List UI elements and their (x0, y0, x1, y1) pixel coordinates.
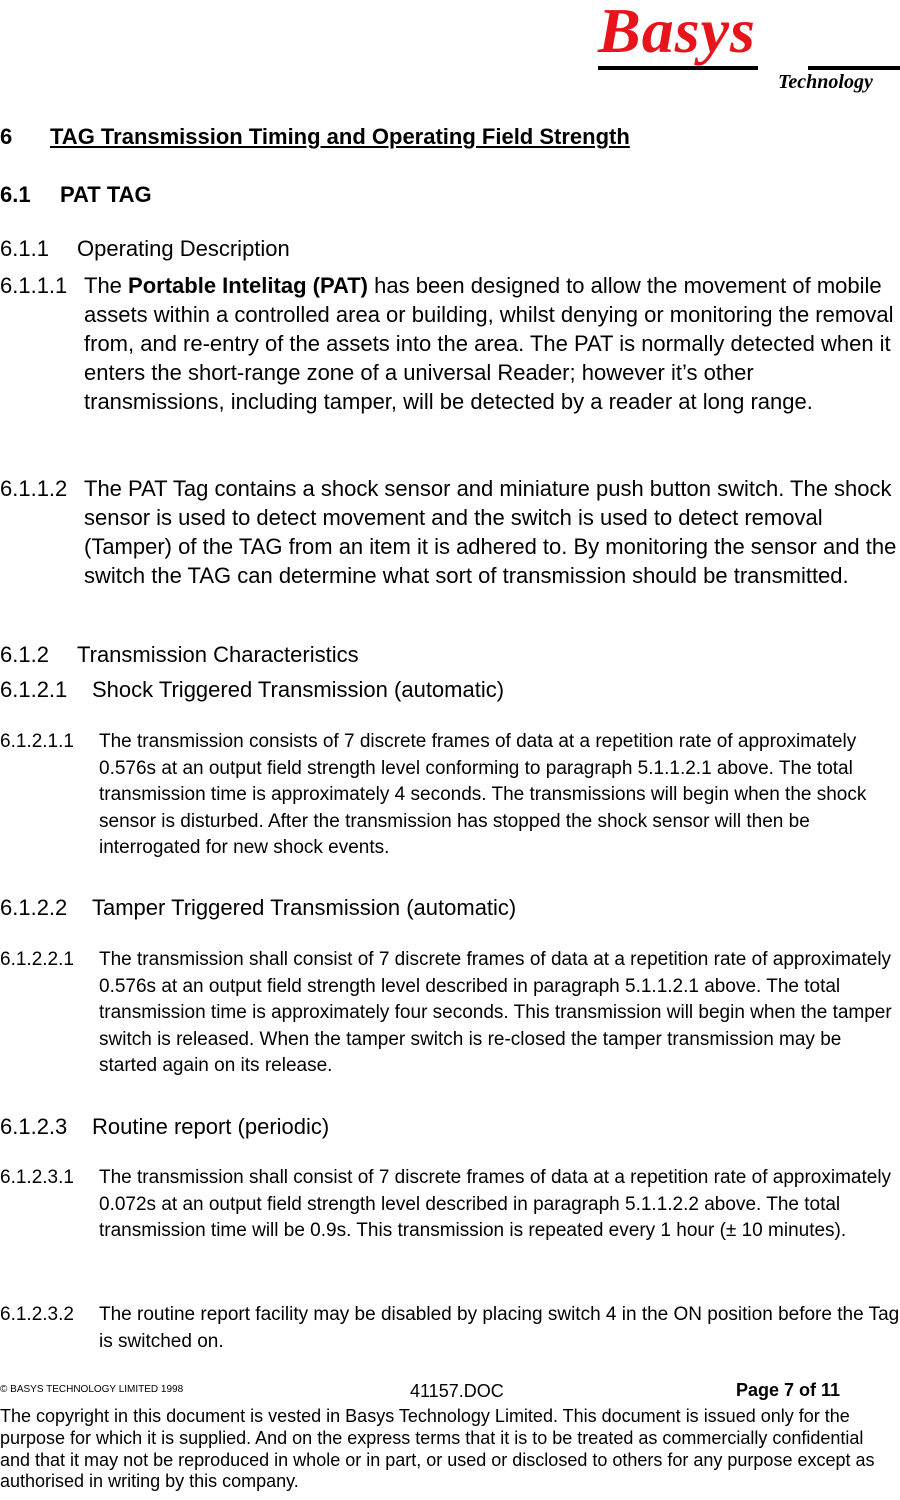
section-title: Transmission Characteristics (77, 642, 359, 667)
paragraph-6-1-2-2-1 (0, 947, 900, 1080)
paragraph-text: The transmission consists of 7 discrete frames of data at a repetition rate of approximately 0.576s at an output field strength level conforming to paragraph 5.1.1.2.1 above. The total transmission time is approximately 4 seconds. The transmissions will begin when the shock sensor is disturbed. After the transmission has stopped the shock sensor will then be interrogated for new shock events. (99, 731, 867, 858)
section-number: 6.1 (0, 182, 31, 207)
section-title: Tamper Triggered Transmission (automatic) (92, 895, 517, 920)
logo-brand-text: Basys (598, 0, 756, 66)
footer-document-name: 41157.DOC (410, 1381, 504, 1401)
footer-page-number: Page 7 of 11 (736, 1380, 841, 1400)
paragraph-number: 6.1.1.1 (0, 273, 68, 298)
section-number: 6.1.1 (0, 236, 49, 261)
section-title: PAT TAG (60, 182, 152, 207)
logo-underline-left (598, 66, 758, 70)
bold-term: Portable Intelitag (PAT) (128, 273, 369, 298)
paragraph-6-1-2-3-1 (0, 1165, 900, 1245)
section-6-1-1-heading (0, 236, 290, 262)
paragraph-text: The transmission shall consist of 7 discrete frames of data at a repetition rate of approximately 0.072s at an output field strength level described in paragraph 5.1.1.2.2 above. The total transmission time will be 0.9s. This transmission is repeated every 1 hour (± 10 minutes). (99, 1167, 892, 1241)
company-logo (596, 0, 900, 100)
paragraph-number: 6.1.2.3.1 (0, 1167, 74, 1188)
section-title: Operating Description (77, 236, 290, 261)
section-number: 6 (0, 124, 13, 149)
footer-copyright-mark: © BASYS TECHNOLOGY LIMITED 1998 (0, 1384, 184, 1395)
section-6-heading (0, 124, 630, 150)
section-title: Shock Triggered Transmission (automatic) (92, 677, 505, 702)
paragraph-text: The PAT Tag contains a shock sensor and miniature push button switch. The shock sensor is used to detect movement and the switch is used to detect removal (Tamper) of the TAG from an item it is adhered to. By monitoring the sensor and the switch the TAG can determine what sort of transmission should be transmitted. (84, 476, 897, 588)
paragraph-text (84, 271, 898, 416)
footer-copyright-notice: The copyright in this document is vested in Basys Technology Limited. This document is issued only for the purpose for which it is supplied. And on the express terms that it is to be treated as commercially confidential and that it may not be reproduced in whole or in part, or used or disclosed to others for any purpose except as authorised in writing by this company. (0, 1406, 875, 1492)
section-6-1-2-3-heading (0, 1114, 329, 1140)
section-number: 6.1.2.2 (0, 895, 68, 920)
paragraph-6-1-1-2 (0, 474, 898, 590)
paragraph-text: The routine report facility may be disabled by placing switch 4 in the ON position before the Tag is switched on. (99, 1304, 900, 1352)
paragraph-6-1-2-3-2 (0, 1302, 900, 1355)
section-6-1-2-heading (0, 642, 359, 668)
paragraph-text: The transmission shall consist of 7 discrete frames of data at a repetition rate of approximately 0.576s at an output field strength level described in paragraph 5.1.1.2.1 above. The total transmission time is approximately four seconds. This transmission will begin when the tamper switch is released. When the tamper switch is re-closed the tamper transmission may be started again on its release. (99, 949, 892, 1076)
section-6-1-heading (0, 182, 152, 208)
section-title: TAG Transmission Timing and Operating Field Strength (50, 124, 630, 149)
section-6-1-2-2-heading (0, 895, 516, 921)
section-number: 6.1.2 (0, 642, 49, 667)
paragraph-6-1-1-1 (0, 271, 898, 416)
section-number: 6.1.2.3 (0, 1114, 68, 1139)
text-run: The (84, 273, 129, 298)
paragraph-number: 6.1.2.1.1 (0, 731, 74, 752)
paragraph-6-1-2-1-1 (0, 729, 900, 862)
section-6-1-2-1-heading (0, 677, 504, 703)
paragraph-number: 6.1.1.2 (0, 476, 68, 501)
paragraph-number: 6.1.2.2.1 (0, 949, 74, 970)
section-title: Routine report (periodic) (92, 1114, 330, 1139)
section-number: 6.1.2.1 (0, 677, 68, 702)
text-run: has been designed to allow the movement of mobile assets within a controlled area or building, whilst denying or monitoring the removal from, and re-entry of the assets into the area. The PAT is normally detected when it enters the short-range zone of a universal Reader; however it’s other transmissions, including tamper, will be detected by a reader at long range. (84, 273, 894, 414)
logo-sub-text: Technology (778, 71, 873, 93)
paragraph-number: 6.1.2.3.2 (0, 1304, 74, 1325)
